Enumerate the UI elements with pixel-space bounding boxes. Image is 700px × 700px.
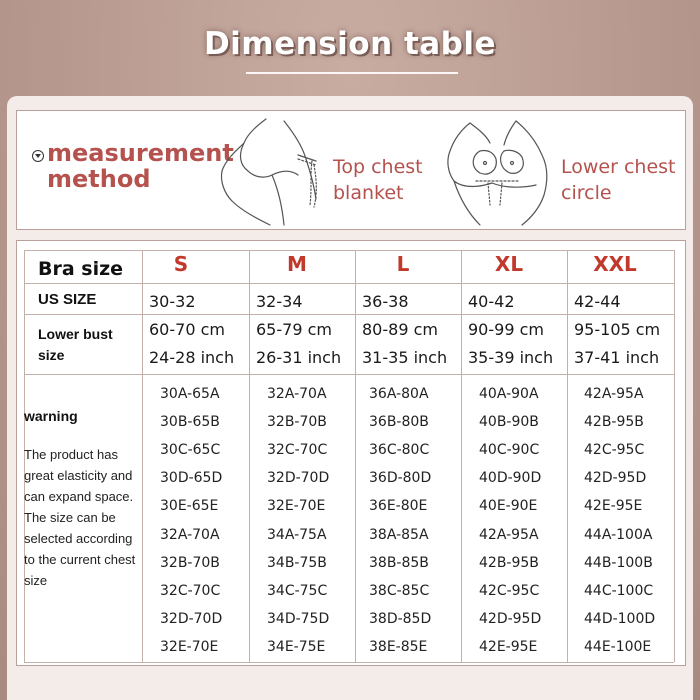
- band-size-cell: 42B-95B: [584, 414, 644, 431]
- band-size-cell: 36B-80B: [369, 414, 429, 431]
- lower-bust-cm: 90-99 cm: [468, 320, 544, 339]
- band-size-cell: 32A-70A: [160, 526, 220, 543]
- us-size-label: US SIZE: [38, 291, 97, 308]
- band-size-cell: 30B-65B: [160, 414, 220, 431]
- band-size-cell: 32E-70E: [160, 638, 219, 655]
- us-size-value: 36-38: [362, 292, 409, 311]
- lower-bust-cm: 60-70 cm: [149, 320, 225, 339]
- lower-chest-figure-illustration: [440, 115, 555, 227]
- band-size-cell: 32A-70A: [267, 386, 327, 402]
- band-size-cell: 36C-80C: [369, 442, 430, 459]
- lower-chest-label: Lower chest circle: [561, 156, 676, 204]
- band-size-cell: 38B-85B: [369, 554, 429, 571]
- grid-vline: [461, 250, 462, 662]
- band-size-cell: 42A-95A: [584, 386, 644, 402]
- us-size-value: 40-42: [468, 292, 515, 311]
- band-size-cell: 40A-90A: [479, 386, 539, 402]
- band-size-cell: 32B-70B: [267, 414, 327, 431]
- band-size-cell: 34D-75D: [267, 610, 330, 627]
- band-size-cell: 32D-70D: [267, 470, 330, 487]
- band-size-cell: 34A-75A: [267, 526, 327, 543]
- band-size-cell: 32C-70C: [267, 442, 328, 459]
- band-size-cell: 30A-65A: [160, 386, 220, 402]
- measurement-method-title: measurement method: [47, 139, 234, 193]
- grid-vline: [674, 250, 675, 662]
- band-size-cell: 40E-90E: [479, 498, 538, 515]
- band-size-cell: 32C-70C: [160, 582, 221, 599]
- lower-bust-inch: 35-39 inch: [468, 348, 554, 367]
- band-size-cell: 36D-80D: [369, 470, 432, 487]
- grid-hline: [24, 662, 674, 663]
- lower-bust-cm: 65-79 cm: [256, 320, 332, 339]
- band-size-cell: 44C-100C: [584, 582, 654, 599]
- band-size-cell: 42B-95B: [479, 554, 539, 571]
- size-header-s: S: [173, 252, 189, 276]
- dropdown-circle-icon: [32, 150, 44, 162]
- band-size-cell: 42E-95E: [479, 638, 538, 655]
- us-size-value: 32-34: [256, 292, 303, 311]
- band-size-cell: 42C-95C: [584, 442, 645, 459]
- band-size-cell: 30E-65E: [160, 498, 219, 515]
- us-size-value: 30-32: [149, 292, 196, 311]
- band-size-cell: 32D-70D: [160, 610, 223, 627]
- size-header-m: M: [287, 252, 307, 276]
- lower-bust-inch: 24-28 inch: [149, 348, 235, 367]
- lower-bust-label: Lower bust size: [38, 326, 113, 363]
- warning-text: The product has great elasticity and can expand space. The size can be selected according to the current chest size: [24, 447, 136, 588]
- band-size-cell: 42D-95D: [584, 470, 647, 487]
- band-size-cell: 42C-95C: [479, 582, 540, 599]
- size-header-xl: XL: [494, 252, 524, 276]
- band-size-cell: 34E-75E: [267, 638, 326, 655]
- page-title: Dimension table: [203, 26, 497, 62]
- band-size-cell: 38C-85C: [369, 582, 430, 599]
- band-size-cell: 36A-80A: [369, 386, 429, 402]
- grid-vline: [355, 250, 356, 662]
- lower-bust-inch: 31-35 inch: [362, 348, 448, 367]
- grid-vline: [567, 250, 568, 662]
- lower-bust-cm: 80-89 cm: [362, 320, 438, 339]
- top-chest-figure-illustration: [218, 115, 328, 227]
- band-size-cell: 38E-85E: [369, 638, 428, 655]
- title-underline: [246, 72, 458, 74]
- band-size-cell: 44B-100B: [584, 554, 653, 571]
- grid-vline: [142, 250, 143, 662]
- band-size-cell: 40D-90D: [479, 470, 542, 487]
- top-chest-label: Top chest blanket: [333, 156, 423, 204]
- grid-hline: [24, 374, 674, 375]
- warning-label: warning: [24, 408, 78, 424]
- band-size-cell: 42D-95D: [479, 610, 542, 627]
- band-size-cell: 38D-85D: [369, 610, 432, 627]
- grid-hline: [24, 314, 674, 315]
- grid-hline: [24, 283, 674, 284]
- band-size-cell: 40B-90B: [479, 414, 539, 431]
- size-header-xxl: XXL: [593, 252, 637, 276]
- band-size-cell: 44A-100A: [584, 526, 653, 543]
- band-size-cell: 42A-95A: [479, 526, 539, 543]
- grid-hline: [24, 250, 674, 251]
- band-size-cell: 34B-75B: [267, 554, 327, 571]
- band-size-cell: 36E-80E: [369, 498, 428, 515]
- band-size-cell: 32E-70E: [267, 498, 326, 515]
- band-size-cell: 38A-85A: [369, 526, 429, 543]
- lower-bust-cm: 95-105 cm: [574, 320, 661, 339]
- band-size-cell: 30D-65D: [160, 470, 223, 487]
- size-header-l: L: [396, 252, 410, 276]
- band-size-cell: 40C-90C: [479, 442, 540, 459]
- bra-size-header: Bra size: [38, 258, 124, 280]
- lower-bust-inch: 26-31 inch: [256, 348, 342, 367]
- band-size-cell: 32B-70B: [160, 554, 220, 571]
- lower-bust-inch: 37-41 inch: [574, 348, 660, 367]
- grid-vline: [249, 250, 250, 662]
- band-size-cell: 42E-95E: [584, 498, 643, 515]
- band-size-cell: 44D-100D: [584, 610, 656, 627]
- band-size-cell: 30C-65C: [160, 442, 221, 459]
- band-size-cell: 44E-100E: [584, 638, 652, 655]
- us-size-value: 42-44: [574, 292, 621, 311]
- band-size-cell: 34C-75C: [267, 582, 328, 599]
